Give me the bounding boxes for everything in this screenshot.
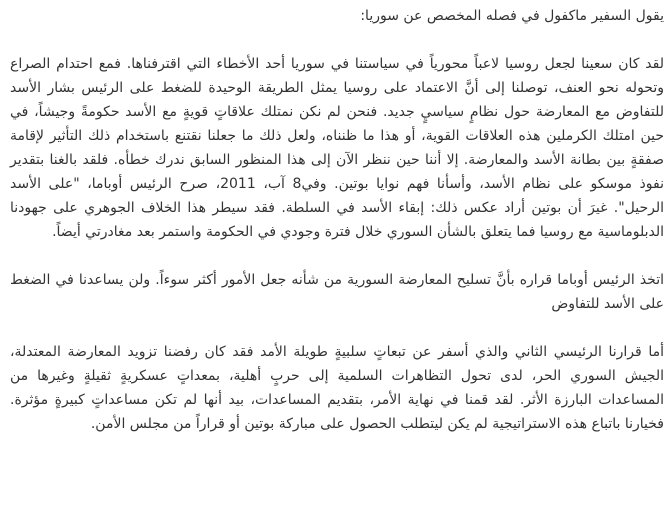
article-intro: يقول السفير ماكفول في فصله المخصص عن سوريا: [360, 8, 664, 24]
article-paragraph-second-decision: أما قرارنا الرئيسي الثاني والذي أسفر عن تبعاتٍ سلبيةٍ طويلة الأمد فقد كان رفضنا تزويد المعارضة المعتدلة، الجيش السوري الحر، لدى تحول التظاهرات السلمية إلى حربٍ أهلية، بمعداتٍ عسكريةٍ ثقيلةٍ وغيرها من المساعدات البارزة الأثر. لقد قمنا في نهاية الأمر، بتقديم المساعدات، بيد أنها لم تكن مساعداتٍ كبيرةٍ مؤثرة. فخيارنا باتباع هذه الاستراتيجية لم يكن ليتطلب الحصول على مباركة بوتين أو قراراً من مجلس الأمن. [10, 344, 664, 432]
article-paragraph-arming-decision: اتخذ الرئيس أوباما قراره بأنَّ تسليح المعارضة السورية من شأنه جعل الأمور أكثر سوءاً. ولن يساعدنا في الضغط على الأسد للتفاوض [10, 272, 664, 312]
article-body [10, 4, 664, 436]
article-paragraph-russia-role: لقد كان سعينا لجعل روسيا لاعباً محورياً في سياستنا في سوريا أحد الأخطاء التي اقترفناها. فمع احتدام الصراع وتحوله نحو العنف، توصلنا إلى أنَّ الاعتماد على روسيا يمثل الطريقة الوحيدة للضغط على الرئيس بشار الأسد للتفاوض مع المعارضة حول نظامٍ سياسيٍ جديد. فنحن لم نكن نمتلك علاقاتٍ قويةٍ مع الأسد حكومةً وجيشاً، في حين امتلك الكرملين هذه العلاقات القوية، أو هذا ما ظنناه، ولعل ذلك ما جعلنا نقتنع باستخدام ذلك التأثير لإقامة صفقةٍ بين بطانة الأسد والمعارضة. إلا أننا حين ننظر الآن إلى هذا المنظور السابق ندرك خطأه. فلقد بالغنا بتقدير نفوذ موسكو على نظام الأسد، وأسأنا فهم نوايا بوتين. وفي8 آب، 2011، صرح الرئيس أوباما، "على الأسد الرحيل". غيرَ أن بوتين أراد عكس ذلك: إبقاء الأسد في السلطة. فقد سيطر هذا الخلاف الجوهري على جهودنا الدبلوماسية مع روسيا فما يتعلق بالشأن السوري خلال فترة وجودي في الحكومة واستمر بعد مغادرتي أيضاً. [10, 56, 664, 240]
